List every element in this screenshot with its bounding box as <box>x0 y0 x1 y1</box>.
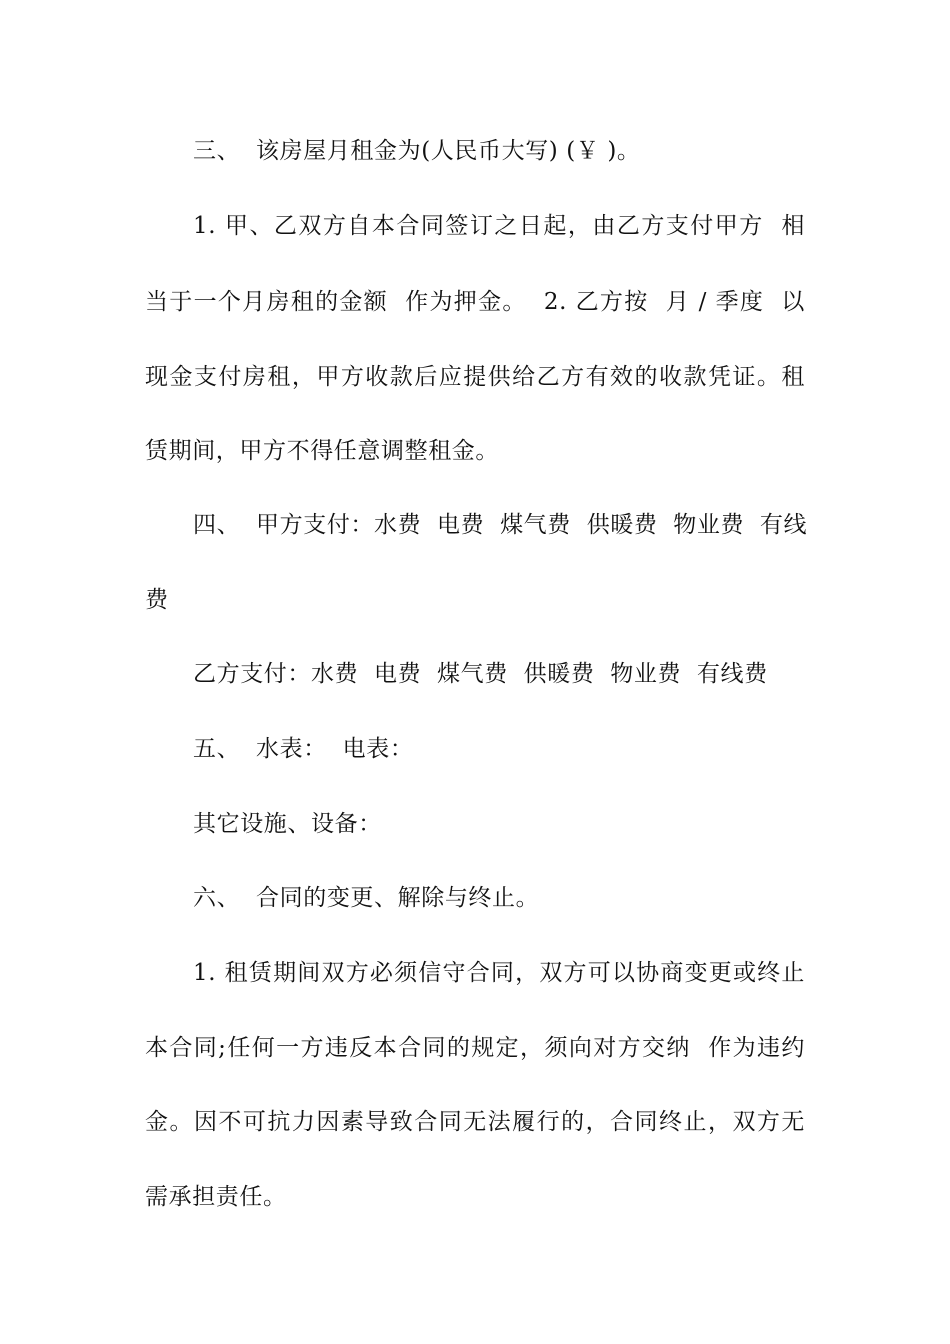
clause-4-party-b-payments: 乙方支付：水费 电费 煤气费 供暖费 物业费 有线费 <box>193 661 768 687</box>
clause-6-item-1-line-1: 1. 租赁期间双方必须信守合同，双方可以协商变更或终止 <box>193 960 805 986</box>
clause-5-other-facilities: 其它设施、设备： <box>193 811 382 837</box>
clause-3-item-1-line-1: 1. 甲、乙双方自本合同签订之日起，由乙方支付甲方 相 <box>193 213 805 239</box>
clause-3-item-2-line-1: 现金支付房租，甲方收款后应提供给乙方有效的收款凭证。租 <box>145 364 805 390</box>
clause-5-meters: 五、 水表： 电表： <box>193 736 414 762</box>
clause-3-item-2-line-2: 赁期间，甲方不得任意调整租金。 <box>145 438 499 464</box>
clause-3-item-1-line-2: 当于一个月房租的金额 作为押金。 2. 乙方按 月 / 季度 以 <box>145 289 805 315</box>
clause-6-item-1-line-2: 本合同;任何一方违反本合同的规定，须向对方交纳 作为违约 <box>145 1035 805 1061</box>
clause-4-party-a-payments-cont: 费 <box>145 587 169 613</box>
clause-3-rent: 三、 该房屋月租金为(人民币大写) (￥ )。 <box>193 138 641 164</box>
clause-6-heading: 六、 合同的变更、解除与终止。 <box>193 885 540 911</box>
clause-4-party-a-payments: 四、 甲方支付：水费 电费 煤气费 供暖费 物业费 有线 <box>193 512 808 538</box>
clause-6-item-1-line-3: 金。因不可抗力因素导致合同无法履行的，合同终止，双方无 <box>145 1109 805 1135</box>
clause-6-item-1-line-4: 需承担责任。 <box>145 1184 287 1210</box>
